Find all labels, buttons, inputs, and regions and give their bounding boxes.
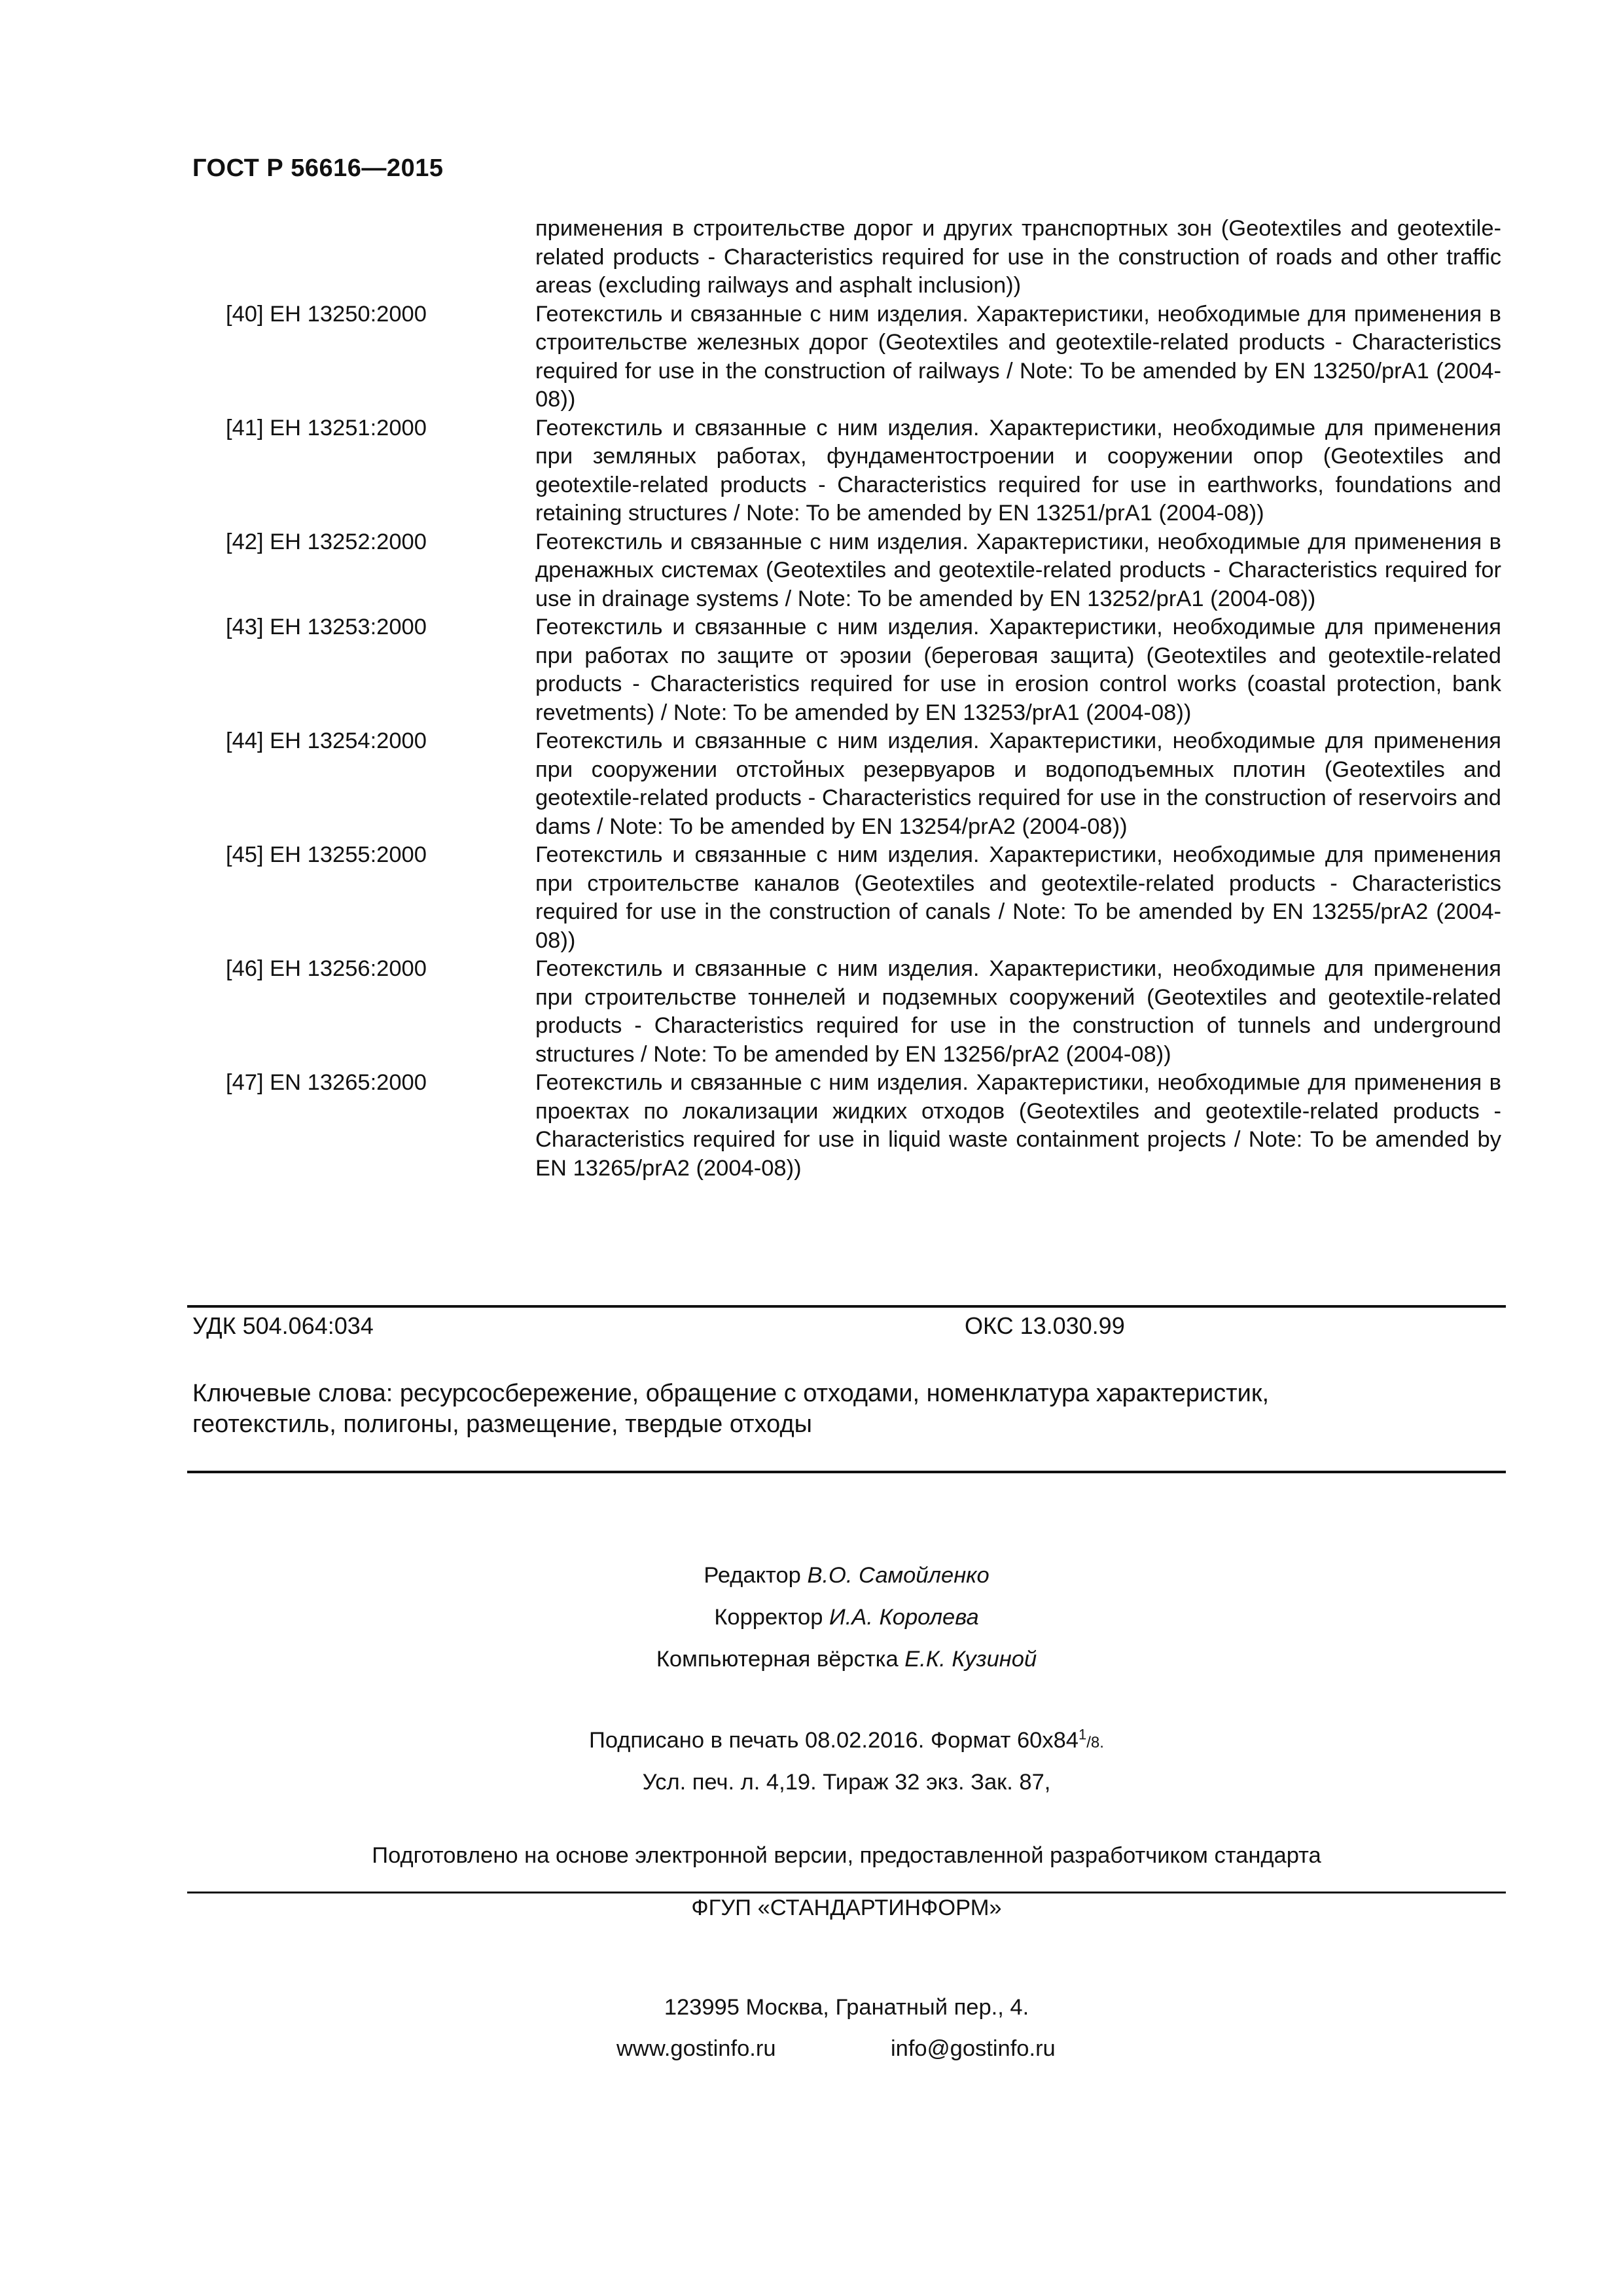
- signed-text: Подписано в печать 08.02.2016. Формат 60х84: [589, 1728, 1079, 1753]
- bibliography-continuation: [192, 215, 1501, 300]
- bibliography-title: Геотекстиль и связанные с ним изделия. Характеристики, необходимые для применения при земляных работах, фундаментостроении и сооружении опор (Geotextiles and geotextile-related products - Characteristics required for use in earthworks, foundations and retaining structures / Note: To be amended by EN 13251/prA1 (2004-08)): [535, 415, 1501, 526]
- bibliography-code: [42] ЕН 13252:2000: [226, 529, 427, 554]
- editor-label: Редактор: [704, 1563, 808, 1588]
- bibliography-title: Геотекстиль и связанные с ним изделия. Характеристики, необходимые для применения при сооружении отстойных резервуаров и водоподъемных плотин (Geotextiles and geotextile-related products - Characteristics required for use in the construction of reservoirs and dams / Note: To be amended by EN 13254/prA2 (2004-08)): [535, 728, 1501, 839]
- bibliography-code: [192, 215, 535, 300]
- website-link[interactable]: www.gostinfo.ru: [616, 2036, 776, 2061]
- editor-line: [187, 1563, 1506, 1588]
- bibliography-list: [192, 215, 1501, 1183]
- divider-publisher: [187, 1892, 1506, 1893]
- keywords-line: геотекстиль, полигоны, размещение, твердые отходы: [192, 1410, 812, 1438]
- bibliography-item: [192, 300, 1501, 414]
- bibliography-title: Геотекстиль и связанные с ним изделия. Характеристики, необходимые для применения в проектах по локализации жидких отходов (Geotextiles and geotextile-related products - Characteristics required for use in liquid waste containment projects / Note: To be amended by EN 13265/prA2 (2004-08)): [535, 1070, 1501, 1181]
- corrector-label: Корректор: [714, 1605, 830, 1630]
- udk-code: УДК 504.064:034: [192, 1312, 374, 1339]
- bibliography-title: Геотекстиль и связанные с ним изделия. Характеристики, необходимые для применения в строительстве железных дорог (Geotextiles and geotextile-related products - Characteristics required for use in the construction of railways / Note: To be amended by EN 13250/prA1 (2004-08)): [535, 301, 1501, 412]
- prepared-note: Подготовлено на основе электронной версии, предоставленной разработчиком стандарта: [372, 1843, 1321, 1868]
- bibliography-title: Геотекстиль и связанные с ним изделия. Характеристики, необходимые для применения при работах по защите от эрозии (береговая защита) (Geotextiles and geotextile-related products - Characteristics required for use in erosion control works (coastal protection, bank revetments) / Note: To be amended by EN 13253/prA1 (2004-08)): [535, 615, 1501, 725]
- oks-code: ОКС 13.030.99: [965, 1312, 1125, 1339]
- bibliography-item: [192, 1069, 1501, 1183]
- bibliography-item: [192, 414, 1501, 528]
- corrector-line: [187, 1605, 1506, 1630]
- divider-keywords: [187, 1471, 1506, 1473]
- bibliography-title: Геотекстиль и связанные с ним изделия. Характеристики, необходимые для применения при строительстве каналов (Geotextiles and geotextile-related products - Characteristics required for use in the construction of canals / Note: To be amended by EN 13255/prA2 (2004-08)): [535, 842, 1501, 953]
- format-denominator: /8.: [1086, 1734, 1104, 1751]
- bibliography-code: [44] ЕН 13254:2000: [226, 728, 427, 753]
- layout-line: [187, 1647, 1506, 1672]
- publisher-address: 123995 Москва, Гранатный пер., 4.: [664, 1995, 1029, 2020]
- publisher-name: ФГУП «СТАНДАРТИНФОРМ»: [691, 1895, 1002, 1920]
- bibliography-title: Геотекстиль и связанные с ним изделия. Характеристики, необходимые для применения в дренажных системах (Geotextiles and geotextile-related products - Characteristics required for use in drainage systems / Note: To be amended by EN 13252/prA1 (2004-08)): [535, 529, 1501, 611]
- bibliography-code: [43] ЕН 13253:2000: [226, 615, 427, 639]
- format-numerator: 1: [1079, 1726, 1087, 1743]
- print-info: Усл. печ. л. 4,19. Тираж 32 экз. Зак. 87,: [642, 1770, 1051, 1795]
- signed-line: [187, 1728, 1506, 1753]
- bibliography-item: [192, 528, 1501, 614]
- bibliography-code: [47] EN 13265:2000: [226, 1070, 427, 1095]
- bibliography-item: [192, 613, 1501, 727]
- bibliography-title: Геотекстиль и связанные с ним изделия. Характеристики, необходимые для применения при строительстве тоннелей и подземных сооружений (Geotextiles and geotextile-related products - Characteristics required for use in the construction of tunnels and underground structures / Note: To be amended by EN 13256/prA2 (2004-08)): [535, 956, 1501, 1067]
- bibliography-title: применения в строительстве дорог и других транспортных зон (Geotextiles and geotextile-related products - Characteristics required for use in the construction of roads and other traffic areas (excluding railways and asphalt inclusion)): [535, 216, 1501, 298]
- bibliography-code: [45] ЕН 13255:2000: [226, 842, 427, 867]
- email-link[interactable]: info@gostinfo.ru: [891, 2036, 1056, 2061]
- bibliography-item: [192, 955, 1501, 1069]
- layout-name: Е.К. Кузиной: [904, 1647, 1037, 1672]
- document-number: ГОСТ Р 56616—2015: [192, 154, 444, 182]
- editor-name: В.О. Самойленко: [807, 1563, 990, 1588]
- bibliography-item: [192, 727, 1501, 841]
- corrector-name: И.А. Королева: [829, 1605, 979, 1630]
- bibliography-code: [40] ЕН 13250:2000: [226, 301, 427, 327]
- keywords: [192, 1378, 1501, 1440]
- divider-top: [187, 1305, 1506, 1308]
- bibliography-code: [41] ЕН 13251:2000: [226, 415, 427, 440]
- bibliography-code: [46] ЕН 13256:2000: [226, 956, 427, 981]
- layout-label: Компьютерная вёрстка: [656, 1647, 905, 1672]
- keywords-line: Ключевые слова: ресурсосбережение, обращение с отходами, номенклатура характеристик,: [192, 1380, 1270, 1407]
- bibliography-item: [192, 841, 1501, 955]
